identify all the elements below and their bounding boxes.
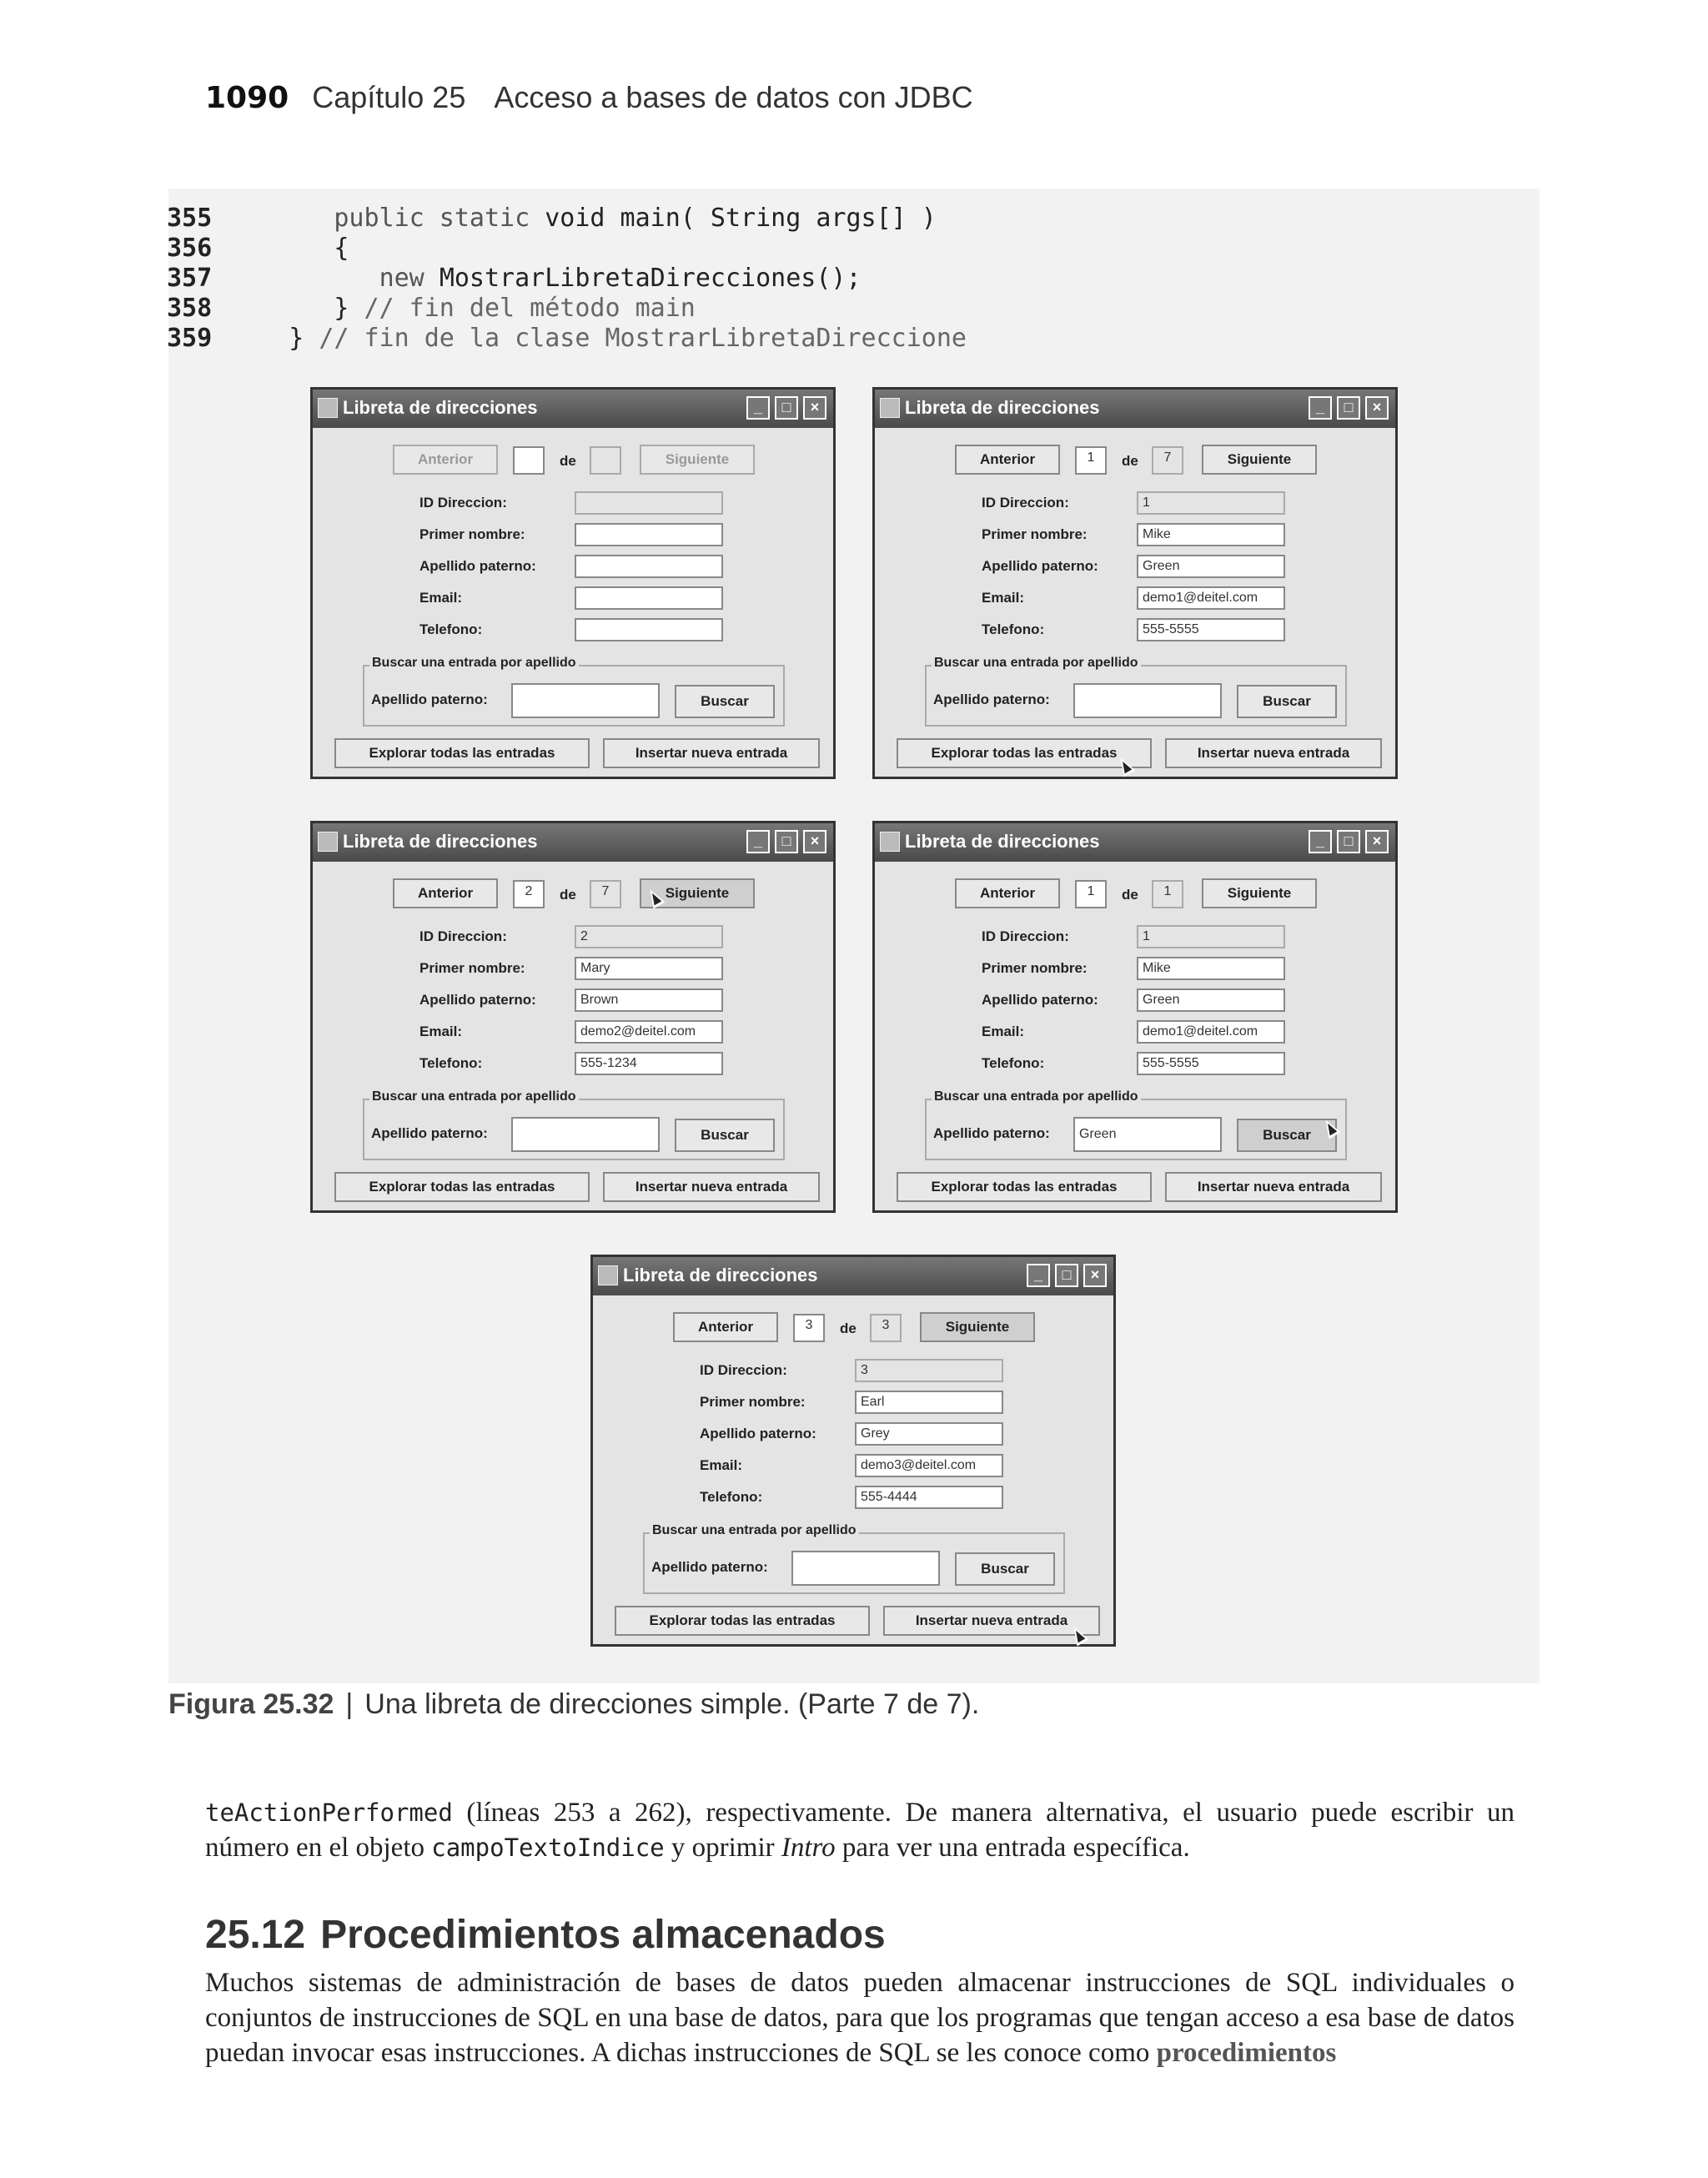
code-listing: [167, 204, 967, 354]
last-name-field[interactable]: [575, 555, 723, 578]
search-button[interactable]: Buscar: [675, 1119, 775, 1152]
maximize-icon[interactable]: □: [775, 830, 798, 853]
next-button[interactable]: Siguiente: [1202, 445, 1317, 475]
search-group-title: Buscar una entrada por apellido: [369, 656, 579, 671]
close-icon[interactable]: ×: [1365, 396, 1389, 420]
window-title: Libreta de direcciones: [905, 397, 1100, 418]
search-group: [925, 1089, 1347, 1160]
total-field: 7: [1152, 446, 1183, 475]
of-label: de: [560, 887, 576, 903]
index-field[interactable]: 1: [1075, 880, 1107, 908]
insert-entry-button[interactable]: Insertar nueva entrada: [883, 1606, 1100, 1636]
code-line: 355 public static void main( String args[] ): [167, 204, 937, 233]
minimize-icon[interactable]: _: [1309, 830, 1332, 853]
maximize-icon[interactable]: □: [1055, 1264, 1078, 1287]
id-field: 1: [1137, 491, 1285, 515]
of-label: de: [560, 453, 576, 469]
first-name-label: Primer nombre:: [982, 960, 1088, 976]
last-name-label: Apellido paterno:: [419, 992, 536, 1008]
title-bar[interactable]: [313, 823, 833, 862]
address-book-window: [872, 387, 1398, 779]
email-field[interactable]: demo2@deitel.com: [575, 1020, 723, 1044]
previous-button[interactable]: Anterior: [955, 445, 1060, 475]
id-field: [575, 491, 723, 515]
caption-separator: |: [345, 1688, 354, 1720]
first-name-field[interactable]: [575, 523, 723, 546]
first-name-label: Primer nombre:: [419, 526, 525, 542]
email-label: Email:: [982, 590, 1025, 606]
total-field: 3: [870, 1314, 902, 1342]
email-field[interactable]: demo3@deitel.com: [855, 1454, 1003, 1477]
id-label: ID Direccion:: [982, 928, 1069, 944]
phone-field[interactable]: [575, 618, 723, 641]
id-label: ID Direccion:: [419, 495, 507, 511]
search-input[interactable]: [511, 1117, 660, 1152]
minimize-icon[interactable]: _: [1027, 1264, 1050, 1287]
first-name-label: Primer nombre:: [700, 1394, 806, 1410]
insert-entry-button[interactable]: Insertar nueva entrada: [1165, 738, 1382, 768]
next-button[interactable]: Siguiente: [920, 1312, 1035, 1342]
first-name-field[interactable]: Mike: [1137, 523, 1285, 546]
window-title: Libreta de direcciones: [905, 831, 1100, 852]
close-icon[interactable]: ×: [1365, 830, 1389, 853]
section-heading: [205, 1912, 886, 1958]
search-label: Apellido paterno:: [371, 1125, 488, 1141]
email-label: Email:: [700, 1457, 743, 1473]
id-label: ID Direccion:: [982, 495, 1069, 511]
search-group-title: Buscar una entrada por apellido: [932, 1089, 1141, 1104]
phone-field[interactable]: 555-5555: [1137, 1052, 1285, 1075]
code-line: 356 {: [167, 234, 349, 263]
email-field[interactable]: [575, 586, 723, 610]
minimize-icon[interactable]: _: [746, 396, 770, 420]
close-icon[interactable]: ×: [803, 830, 826, 853]
previous-button[interactable]: Anterior: [955, 878, 1060, 908]
window-title: Libreta de direcciones: [623, 1265, 818, 1285]
first-name-label: Primer nombre:: [982, 526, 1088, 542]
email-field[interactable]: demo1@deitel.com: [1137, 1020, 1285, 1044]
browse-all-button[interactable]: Explorar todas las entradas: [615, 1606, 870, 1636]
chapter-title: Acceso a bases de datos con JDBC: [494, 80, 973, 114]
first-name-label: Primer nombre:: [419, 960, 525, 976]
last-name-label: Apellido paterno:: [700, 1426, 816, 1441]
chapter-label: Capítulo 25: [312, 80, 466, 114]
java-app-icon: [880, 398, 900, 418]
last-name-field[interactable]: Brown: [575, 988, 723, 1012]
search-button[interactable]: Buscar: [1237, 1119, 1337, 1152]
id-label: ID Direccion:: [419, 928, 507, 944]
search-label: Apellido paterno:: [651, 1559, 768, 1575]
email-label: Email:: [419, 1024, 463, 1039]
id-label: ID Direccion:: [700, 1362, 787, 1378]
minimize-icon[interactable]: _: [746, 830, 770, 853]
title-bar[interactable]: [313, 390, 833, 428]
last-name-field[interactable]: Green: [1137, 988, 1285, 1012]
java-app-icon: [318, 832, 338, 852]
search-input[interactable]: [791, 1551, 940, 1586]
index-field[interactable]: 2: [513, 880, 545, 908]
next-button[interactable]: Siguiente: [640, 445, 755, 475]
total-field: 1: [1152, 880, 1183, 908]
search-input[interactable]: Green: [1073, 1117, 1222, 1152]
insert-entry-button[interactable]: Insertar nueva entrada: [603, 738, 820, 768]
close-icon[interactable]: ×: [803, 396, 826, 420]
address-book-window: [872, 821, 1398, 1213]
phone-label: Telefono:: [419, 1055, 483, 1071]
email-label: Email:: [982, 1024, 1025, 1039]
insert-entry-button[interactable]: Insertar nueva entrada: [603, 1172, 820, 1202]
last-name-label: Apellido paterno:: [419, 558, 536, 574]
of-label: de: [1122, 887, 1138, 903]
browse-all-button[interactable]: Explorar todas las entradas: [334, 738, 590, 768]
section-number: 25.12: [205, 1913, 306, 1957]
search-group: [643, 1523, 1065, 1594]
browse-all-button[interactable]: Explorar todas las entradas: [897, 738, 1152, 768]
phone-label: Telefono:: [419, 621, 483, 637]
section-title: Procedimientos almacenados: [320, 1913, 886, 1957]
window-title: Libreta de direcciones: [343, 831, 538, 852]
search-group: [925, 656, 1347, 727]
search-group-title: Buscar una entrada por apellido: [650, 1523, 859, 1538]
search-group: [363, 1089, 785, 1160]
title-bar[interactable]: [875, 390, 1395, 428]
code-line: 359 } // fin de la clase MostrarLibretaDireccione: [167, 324, 967, 353]
address-book-window: [590, 1255, 1116, 1647]
index-field[interactable]: [513, 446, 545, 475]
java-app-icon: [880, 832, 900, 852]
body-paragraph: Muchos sistemas de administración de bases de datos pueden almacenar instrucciones de SQL individuales o conjuntos de instrucciones de SQL en una base de datos, para que los programas que tengan acceso a esa base de datos puedan invocar esas instrucciones. A dichas instrucciones de SQL se les conoce como procedimientos: [205, 1968, 1515, 2068]
browse-all-button[interactable]: Explorar todas las entradas: [334, 1172, 590, 1202]
last-name-field[interactable]: Grey: [855, 1422, 1003, 1446]
last-name-label: Apellido paterno:: [982, 992, 1098, 1008]
total-field: [590, 446, 621, 475]
phone-field[interactable]: 555-4444: [855, 1486, 1003, 1509]
address-book-window: [310, 387, 836, 779]
last-name-label: Apellido paterno:: [982, 558, 1098, 574]
maximize-icon[interactable]: □: [775, 396, 798, 420]
caption-text: Una libreta de direcciones simple. (Parte 7 de 7).: [364, 1688, 980, 1720]
browse-all-button[interactable]: Explorar todas las entradas: [897, 1172, 1152, 1202]
of-label: de: [840, 1320, 857, 1336]
search-label: Apellido paterno:: [933, 1125, 1050, 1141]
maximize-icon[interactable]: □: [1337, 396, 1360, 420]
last-name-field[interactable]: Green: [1137, 555, 1285, 578]
total-field: 7: [590, 880, 621, 908]
email-label: Email:: [419, 590, 463, 606]
search-group: [363, 656, 785, 727]
search-button[interactable]: Buscar: [955, 1552, 1055, 1586]
next-button[interactable]: Siguiente: [640, 878, 755, 908]
page-header: [205, 80, 973, 115]
phone-label: Telefono:: [982, 621, 1045, 637]
search-label: Apellido paterno:: [933, 692, 1050, 707]
phone-label: Telefono:: [700, 1489, 763, 1505]
phone-label: Telefono:: [982, 1055, 1045, 1071]
search-group-title: Buscar una entrada por apellido: [932, 656, 1141, 671]
figure-caption: [168, 1688, 979, 1721]
search-input[interactable]: [1073, 683, 1222, 718]
of-label: de: [1122, 453, 1138, 469]
insert-entry-button[interactable]: Insertar nueva entrada: [1165, 1172, 1382, 1202]
first-name-field[interactable]: Mike: [1137, 957, 1285, 980]
body-paragraph: teActionPerformed (líneas 253 a 262), respectivamente. De manera alternativa, el usuario puede escribir un número en el objeto campoTextoIndice y oprimir Intro para ver una entrada específica.: [205, 1798, 1515, 1863]
id-field: 3: [855, 1359, 1003, 1382]
search-input[interactable]: [511, 683, 660, 718]
minimize-icon[interactable]: _: [1309, 396, 1332, 420]
figure-label: Figura 25.32: [168, 1688, 334, 1720]
title-bar[interactable]: [593, 1257, 1113, 1295]
phone-field[interactable]: 555-5555: [1137, 618, 1285, 641]
phone-field[interactable]: 555-1234: [575, 1052, 723, 1075]
index-field[interactable]: 1: [1075, 446, 1107, 475]
search-button[interactable]: Buscar: [1237, 685, 1337, 718]
java-app-icon: [598, 1265, 618, 1285]
first-name-field[interactable]: Mary: [575, 957, 723, 980]
previous-button[interactable]: Anterior: [673, 1312, 778, 1342]
first-name-field[interactable]: Earl: [855, 1391, 1003, 1414]
search-label: Apellido paterno:: [371, 692, 488, 707]
address-book-window: [310, 821, 836, 1213]
id-field: 1: [1137, 925, 1285, 948]
next-button[interactable]: Siguiente: [1202, 878, 1317, 908]
index-field[interactable]: 3: [793, 1314, 825, 1342]
search-group-title: Buscar una entrada por apellido: [369, 1089, 579, 1104]
title-bar[interactable]: [875, 823, 1395, 862]
search-button[interactable]: Buscar: [675, 685, 775, 718]
code-line: 357 new MostrarLibretaDirecciones();: [167, 264, 862, 293]
java-app-icon: [318, 398, 338, 418]
window-title: Libreta de direcciones: [343, 397, 538, 418]
previous-button[interactable]: Anterior: [393, 445, 498, 475]
id-field: 2: [575, 925, 723, 948]
close-icon[interactable]: ×: [1083, 1264, 1107, 1287]
code-line: 358 } // fin del método main: [167, 294, 696, 323]
email-field[interactable]: demo1@deitel.com: [1137, 586, 1285, 610]
previous-button[interactable]: Anterior: [393, 878, 498, 908]
page-number: 1090: [205, 81, 289, 115]
maximize-icon[interactable]: □: [1337, 830, 1360, 853]
